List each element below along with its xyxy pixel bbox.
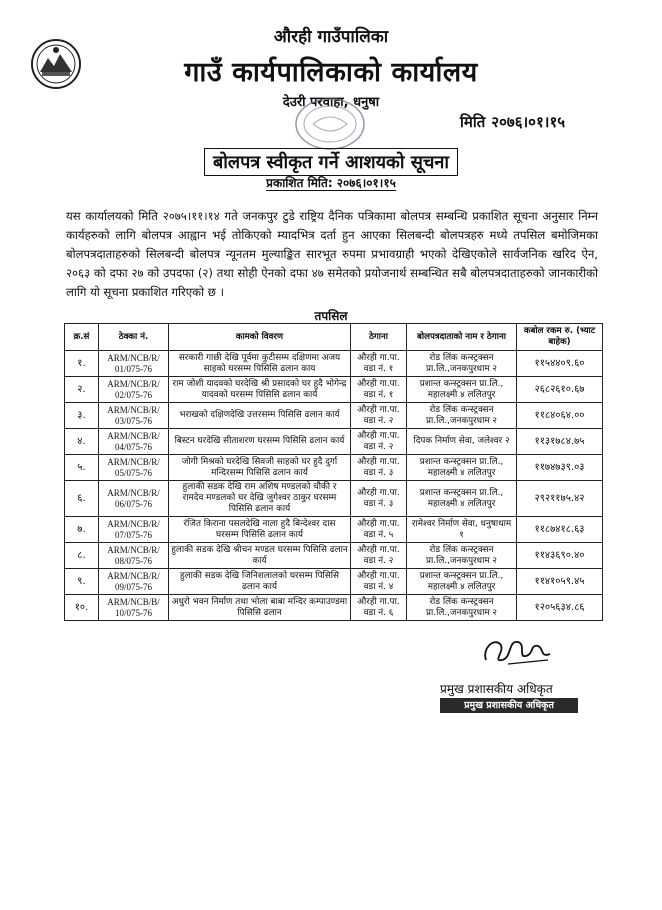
- date-value: २०७६।०१।१५: [491, 113, 566, 131]
- table-caption-text: तपसिल: [314, 309, 348, 323]
- cell-description: भराखको दक्षिणदेखि उत्तरसम्म पिसिसि ढलान कार्य: [169, 403, 351, 429]
- col-header-bidder: बोलपत्रदाताको नाम र ठेगाना: [407, 324, 517, 351]
- cell-bidder: प्रशान्त कन्स्ट्रक्सन प्रा.लि., महालक्ष्मी ४ ललितपुर: [407, 481, 517, 517]
- cell-address: औरही गा.पा. वडा नं. ३: [351, 455, 407, 481]
- cell-contract: ARM/NCB/R/ 01/075-76: [99, 351, 169, 377]
- cell-bidder: दिपक निर्माण सेवा, जलेश्वर २: [407, 429, 517, 455]
- table-header-row: [65, 324, 603, 351]
- cell-contract: ARM/NCB/R/ 09/075-76: [99, 569, 169, 595]
- cell-contract: ARM/NCB/B/ 10/075-76: [99, 595, 169, 621]
- cell-description: हुलाकी सडक देखि राम अशिष मण्डलको चौकी र रामदेव मण्डलको घर देखि जुगेश्वर ठाकुर घरसम्म पिसिसि ढलान कार्य: [169, 481, 351, 517]
- cell-amount: ११५४४०९.६०: [517, 351, 603, 377]
- cell-address: औरही गा.पा. वडा नं. २: [351, 543, 407, 569]
- cell-sn: ७.: [65, 517, 99, 543]
- cell-bidder: रोड लिंक कन्स्ट्रक्सन प्रा.लि.,जनकपुरधाम २: [407, 403, 517, 429]
- office-name: गाउँ कार्यपालिकाको कार्यालय: [184, 57, 478, 88]
- cell-bidder: प्रशान्त कन्स्ट्रक्सन प्रा.लि., महालक्ष्मी ४ ललितपुर: [407, 455, 517, 481]
- cell-description: हुलाकी सडक देखि श्रीचन मण्डल घरसम्म पिसिसि ढलान कार्य: [169, 543, 351, 569]
- cell-address: औरही गा.पा. वडा नं. २: [351, 429, 407, 455]
- cell-address: औरही गा.पा. वडा नं. ३: [351, 481, 407, 517]
- col-header-description: कामको विवरण: [169, 324, 351, 351]
- table-row: [65, 595, 603, 621]
- cell-amount: ११४३६९०.४०: [517, 543, 603, 569]
- cell-contract: ARM/NCB/R/ 05/075-76: [99, 455, 169, 481]
- col-header-sn: क्र.सं: [65, 324, 99, 351]
- table-row: [65, 455, 603, 481]
- col-header-amount: कबोल रकम रु. (भ्याट बाहेक): [517, 324, 603, 351]
- notice-date: [460, 112, 565, 132]
- cell-amount: ११४१०५९.४५: [517, 569, 603, 595]
- table-row: [65, 351, 603, 377]
- cell-bidder: रोड लिंक कन्स्ट्रक्सन प्रा.लि.,जनकपुरधाम २: [407, 595, 517, 621]
- signatory-title: प्रमुख प्रशासकीय अधिकृत: [440, 682, 553, 696]
- cell-sn: १०.: [65, 595, 99, 621]
- table-row: [65, 569, 603, 595]
- cell-contract: ARM/NCB/R/ 08/075-76: [99, 543, 169, 569]
- cell-amount: २९२११७५.४२: [517, 481, 603, 517]
- cell-bidder: रोड लिंक कन्स्ट्रक्सन प्रा.लि.,जनकपुरधाम २: [407, 543, 517, 569]
- cell-amount: ११८४०६४.००: [517, 403, 603, 429]
- cell-contract: ARM/NCB/R/ 06/075-76: [99, 481, 169, 517]
- cell-sn: २.: [65, 377, 99, 403]
- col-header-contract: ठेक्का नं.: [99, 324, 169, 351]
- cell-description: जोगी मिश्रको घरदेखि सिवजी साहको घर हुदै दुर्गा मन्दिरसम्म पिसिसि ढलान कार्य: [169, 455, 351, 481]
- table-row: [65, 403, 603, 429]
- cell-amount: ११८७४१८.६३: [517, 517, 603, 543]
- cell-address: औरही गा.पा. वडा नं. ५: [351, 517, 407, 543]
- cell-address: औरही गा.पा. वडा नं. १: [351, 351, 407, 377]
- cell-amount: ११७४७३९.०३: [517, 455, 603, 481]
- col-header-address: ठेगाना: [351, 324, 407, 351]
- cell-sn: ६.: [65, 481, 99, 517]
- cell-amount: ११३१७८४.७५: [517, 429, 603, 455]
- cell-address: औरही गा.पा. वडा नं. ४: [351, 569, 407, 595]
- cell-sn: ३.: [65, 403, 99, 429]
- cell-bidder: प्रशान्त कन्स्ट्रक्सन प्रा.लि., महालक्ष्मी ४ ललितपुर: [407, 569, 517, 595]
- cell-contract: ARM/NCB/R/ 04/075-76: [99, 429, 169, 455]
- table-row: [65, 429, 603, 455]
- table-row: [65, 543, 603, 569]
- cell-contract: ARM/NCB/R/ 03/075-76: [99, 403, 169, 429]
- notice-title: [0, 148, 662, 176]
- cell-bidder: रामेश्वर निर्माण सेवा, धनुषाधाम १: [407, 517, 517, 543]
- cell-description: अधुरो भवन निर्माण तथा भोला बाबा मन्दिर कम्पाउण्डमा पिसिसि ढलान: [169, 595, 351, 621]
- published-date: [0, 174, 662, 191]
- table-caption: [0, 307, 662, 324]
- cell-sn: ४.: [65, 429, 99, 455]
- office-address: देउरी परवाहा, धनुषा: [282, 95, 380, 110]
- cell-description: राम जोशी यादवको घरदेखि श्री प्रसादको घर हुदै भोगेन्द्र यादवको घरसम्म पिसिसि ढलान कार्य: [169, 377, 351, 403]
- cell-bidder: रोड लिंक कन्स्ट्रक्सन प्रा.लि.,जनकपुरधाम २: [407, 351, 517, 377]
- published-date-text: प्रकाशित मिति: २०७६।०१।१५: [266, 176, 396, 190]
- cell-description: रंजित किराना पसलदेखि नाला हुदै बिन्देश्वर दास घरसम्म पिसिसि ढलान कार्य: [169, 517, 351, 543]
- cell-amount: २६८२६१०.६७: [517, 377, 603, 403]
- cell-amount: १२०५६३४.८६: [517, 595, 603, 621]
- cell-sn: ८.: [65, 543, 99, 569]
- office-seal-stamp: [293, 96, 367, 152]
- cell-description: हुलाकी सडक देखि जिनिशलालको घरसम्म पिसिसि ढलान कार्य: [169, 569, 351, 595]
- cell-bidder: प्रशान्त कन्स्ट्रक्सन प्रा.लि., महालक्ष्मी ४ ललितपुर: [407, 377, 517, 403]
- cell-contract: ARM/NCB/R/ 02/075-76: [99, 377, 169, 403]
- cell-contract: ARM/NCB/R/ 07/075-76: [99, 517, 169, 543]
- cell-sn: ९.: [65, 569, 99, 595]
- cell-address: औरही गा.पा. वडा नं. १: [351, 377, 407, 403]
- cell-address: औरही गा.पा. वडा नं. ६: [351, 595, 407, 621]
- bid-table: [64, 323, 603, 621]
- table-row: [65, 481, 603, 517]
- handwritten-signature: [478, 630, 558, 670]
- signatory-stamp: प्रमुख प्रशासकीय अधिकृत: [440, 698, 578, 713]
- table-row: [65, 377, 603, 403]
- table-row: [65, 517, 603, 543]
- municipality-name: औरही गाउँपालिका: [273, 27, 389, 47]
- cell-sn: १.: [65, 351, 99, 377]
- cell-address: औरही गा.पा. वडा नं. २: [351, 403, 407, 429]
- notice-title-text: बोलपत्र स्वीकृत गर्ने आशयको सूचना: [204, 148, 458, 176]
- cell-sn: ५.: [65, 455, 99, 481]
- notice-paragraph: यस कार्यालयको मिति २०७५।११।१४ गते जनकपुर टुडे राष्ट्रिय दैनिक पत्रिकामा बोलपत्र सम्बन्धि प्रकाशित सूचना अनुसार निम्न कार्यहरुको लागि बोलपत्र आह्वान भई तोकिएको म्यादभित्र दर्ता हुन आएका सिलबन्दी बोलपत्रहरु मध्ये तपसिल बमोजिमका बोलपत्रदाताहरुको सिलबन्दी बोलपत्र न्यूनतम मुल्याङ्कित सारभूत रुपमा प्रभावग्राही भएको देखिएकोले सार्वजनिक खरिद ऐन, २०६३ को दफा २७ को उपदफा (२) तथा सोही ऐनको दफा ४७ समेतको प्रयोजनार्थ सम्बन्धित सबै बोलपत्रदाताहरुको जानकारीको लागि यो सूचना प्रकाशित गरिएको छ ।: [66, 209, 598, 299]
- cell-description: सरकारी गाछी देखि पूर्वमा कुटीसम्म दक्षिणमा अजय साहको घरसम्म पिसिसि ढलान काय: [169, 351, 351, 377]
- date-label: मिति: [460, 113, 486, 131]
- cell-description: बिस्टन घरदेखि सीताशरण घरसम्म पिसिसि ढलान कार्य: [169, 429, 351, 455]
